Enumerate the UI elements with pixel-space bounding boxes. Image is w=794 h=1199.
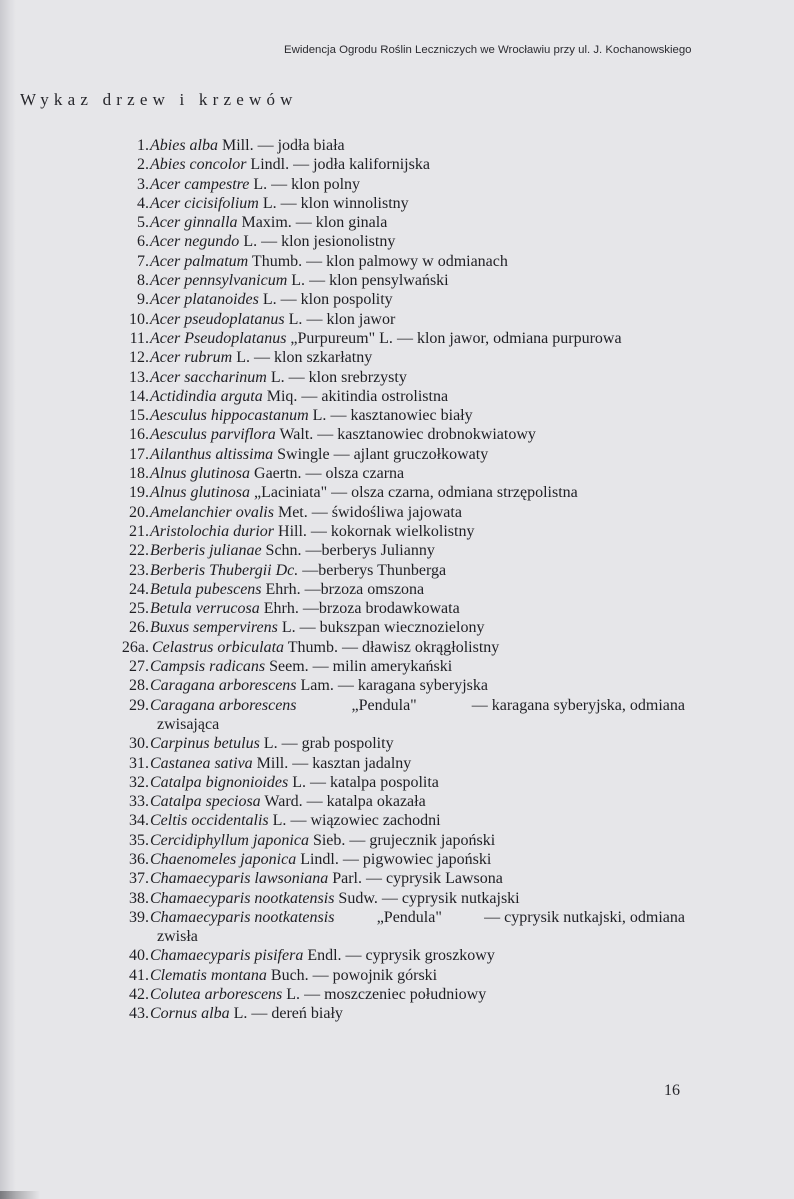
entry-number: 2.: [137, 156, 149, 174]
species-entry: [0, 213, 794, 232]
polish-name: —brzoza brodawkowata: [302, 600, 460, 618]
species-entry: [0, 175, 794, 194]
entry-text: [150, 985, 486, 1004]
entry-number: 25.: [129, 600, 149, 618]
entry-text: [150, 406, 473, 425]
polish-name: — moszczeniec południowy: [304, 986, 487, 1004]
latin-name: Chamaecyparis nootkatensis: [150, 889, 335, 907]
polish-name: — grujecznik japoński: [349, 831, 496, 849]
latin-name: Actidindia arguta: [150, 387, 263, 405]
latin-name: Catalpa bignonioides: [150, 773, 289, 791]
latin-name: Acer pseudoplatanus: [150, 310, 285, 328]
species-entry: [0, 561, 794, 580]
section-title: Wykaz drzew i krzewów: [20, 90, 298, 109]
entry-number: 10.: [129, 310, 149, 328]
species-entry: [0, 734, 794, 753]
species-entry: [0, 754, 794, 773]
polish-name: — klon jawor: [306, 310, 396, 328]
author-abbreviation: Swingle: [277, 445, 330, 463]
polish-name: — kasztanowiec drobnokwiatowy: [317, 426, 536, 444]
polish-name: — olsza czarna: [305, 465, 405, 483]
species-entry: [0, 483, 794, 502]
latin-name: Berberis julianae: [150, 542, 262, 560]
polish-name: — klon srebrzysty: [288, 368, 407, 386]
species-entry: [0, 889, 794, 908]
polish-name: —berberys Julianny: [305, 542, 435, 560]
latin-name: Berberis Thubergii Dc.: [150, 561, 299, 579]
author-abbreviation: L.: [292, 773, 307, 791]
polish-name: — karagana syberyjska: [337, 677, 489, 695]
polish-name: — jodła biała: [257, 137, 345, 154]
entry-number: 37.: [129, 870, 149, 888]
entry-text: [150, 696, 685, 715]
latin-name: Caragana arborescens: [150, 677, 297, 695]
entry-number: 8.: [137, 272, 149, 290]
author-abbreviation: L.: [243, 233, 258, 251]
author-abbreviation: L.: [286, 986, 301, 1004]
entry-number: 23.: [129, 561, 149, 579]
latin-name: Alnus glutinosa: [150, 484, 251, 502]
entry-text: [150, 811, 441, 830]
latin-name: Ailanthus altissima: [150, 445, 274, 463]
entry-number: 38.: [129, 889, 149, 907]
species-entry: [0, 155, 794, 174]
author-abbreviation: Seem.: [269, 658, 309, 676]
entry-text: [150, 734, 394, 753]
species-entry: [0, 773, 794, 792]
polish-name: — bukszpan wiecznozielony: [299, 619, 485, 637]
author-abbreviation: Walt.: [279, 426, 314, 444]
polish-name: — kokornak wielkolistny: [310, 522, 475, 540]
entry-text: [150, 271, 449, 290]
author-abbreviation: Ward.: [264, 793, 303, 811]
author-abbreviation: L.: [236, 349, 250, 367]
species-entry: [0, 387, 794, 406]
author-abbreviation: L.: [281, 619, 296, 637]
author-abbreviation: L.: [253, 175, 268, 193]
entry-text: [150, 387, 448, 406]
polish-name: — cyprysik nutkajski: [381, 889, 520, 907]
species-entry: [0, 869, 794, 888]
author-abbreviation: L.: [270, 368, 285, 386]
entry-text: [150, 503, 462, 522]
latin-name: Campsis radicans: [150, 658, 266, 676]
entry-text: [150, 425, 536, 444]
polish-name: —berberys Thunberga: [302, 561, 447, 579]
polish-name: — wiązowiec zachodni: [290, 812, 441, 830]
species-entry: [0, 696, 794, 715]
entry-number: 30.: [129, 735, 149, 753]
species-entry: [0, 985, 794, 1004]
entry-number: 24.: [129, 580, 149, 598]
page-corner-shadow: [0, 1191, 40, 1199]
entry-number: 4.: [137, 194, 149, 212]
author-abbreviation: Sieb.: [312, 831, 346, 849]
polish-name: — klon winnolistny: [280, 194, 409, 212]
latin-name: Aesculus hippocastanum: [150, 407, 309, 425]
entry-number: 15.: [129, 407, 149, 425]
polish-name: — cyprysik Lawsona: [366, 870, 503, 888]
species-entry: [0, 425, 794, 444]
polish-name: — katalpa pospolita: [310, 773, 439, 791]
author-abbreviation: Thumb.: [287, 638, 338, 656]
polish-name: — klon palmowy w odmianach: [306, 252, 508, 270]
entry-text: [150, 368, 407, 387]
author-abbreviation: Endl.: [307, 947, 342, 965]
entry-number: 43.: [129, 1005, 149, 1023]
entry-number: 26a.: [121, 638, 149, 656]
species-entry: [0, 406, 794, 425]
latin-name: Celtis occidentalis: [150, 812, 269, 830]
page-number: 16: [664, 1082, 680, 1099]
entry-number: 36.: [129, 850, 149, 868]
latin-name: Caragana arborescens: [150, 696, 297, 714]
latin-name: Acer palmatum: [150, 252, 249, 270]
species-entry: [0, 811, 794, 830]
latin-name: Carpinus betulus: [150, 735, 260, 753]
entry-number: 12.: [129, 349, 149, 367]
latin-name: Abies concolor: [150, 156, 247, 174]
entry-number: 32.: [129, 773, 149, 791]
species-entry: [0, 194, 794, 213]
entry-text: [150, 908, 685, 927]
author-abbreviation: „Pendula": [351, 696, 417, 714]
entry-text: [150, 541, 435, 560]
species-entry: [0, 946, 794, 965]
author-abbreviation: L.: [288, 310, 303, 328]
author-abbreviation: L.: [233, 1005, 248, 1023]
latin-name: Colutea arborescens: [150, 986, 283, 1004]
entry-text: [150, 889, 520, 908]
polish-name: — klon szkarłatny: [254, 349, 373, 367]
entry-text: [150, 657, 452, 676]
entry-number: 40.: [129, 947, 149, 965]
entry-text: [150, 676, 488, 695]
entry-text: [150, 966, 437, 985]
entry-text: [150, 310, 395, 329]
latin-name: Acer negundo: [150, 233, 240, 251]
entry-text: [150, 599, 460, 618]
species-entry: [0, 850, 794, 869]
species-entry: [0, 792, 794, 811]
polish-name: — karagana syberyjska, odmiana: [471, 696, 685, 714]
species-entry: [0, 310, 794, 329]
entry-number: 39.: [129, 908, 149, 926]
author-abbreviation: Mill.: [222, 137, 254, 154]
latin-name: Alnus glutinosa: [150, 465, 251, 483]
author-abbreviation: Ehrh.: [265, 580, 301, 598]
latin-name: Celastrus orbiculata: [152, 638, 285, 656]
latin-name: Betula verrucosa: [150, 600, 260, 618]
latin-name: Acer pennsylvanicum: [150, 272, 288, 290]
species-entry: [0, 464, 794, 483]
polish-name: — kasztan jadalny: [292, 754, 412, 772]
latin-name: Betula pubescens: [150, 580, 262, 598]
continuation-text: zwisająca: [157, 715, 220, 733]
entry-number: 34.: [129, 812, 149, 830]
author-abbreviation: Lam.: [300, 677, 334, 695]
author-abbreviation: L.: [272, 812, 287, 830]
latin-name: Cercidiphyllum japonica: [150, 831, 309, 849]
species-entry: [0, 908, 794, 927]
polish-name: —brzoza omszona: [304, 580, 425, 598]
author-abbreviation: Lindl.: [250, 156, 290, 174]
latin-name: Chamaecyparis nootkatensis: [150, 908, 335, 926]
author-abbreviation: Lindl.: [300, 850, 339, 868]
latin-name: Acer saccharinum: [150, 368, 267, 386]
entry-number: 21.: [129, 522, 149, 540]
species-entry: [0, 136, 794, 155]
species-entry: [0, 831, 794, 850]
latin-name: Aesculus parviflora: [150, 426, 276, 444]
entry-text: [150, 946, 495, 965]
latin-name: Aristolochia durior: [150, 522, 275, 540]
latin-name: Chaenomeles japonica: [150, 850, 297, 868]
entry-number: 6.: [137, 233, 149, 251]
polish-name: — klon polny: [271, 175, 361, 193]
polish-name: — grab pospolity: [281, 735, 394, 753]
latin-name: Clematis montana: [150, 966, 267, 984]
author-abbreviation: „Laciniata": [254, 484, 328, 502]
author-abbreviation: „Purpureum" L.: [290, 329, 393, 347]
entry-text: [152, 638, 499, 657]
entry-text: [150, 483, 578, 502]
entry-number: 3.: [137, 175, 149, 193]
polish-name: — ajlant gruczołkowaty: [333, 445, 489, 463]
polish-name: — akitindia ostrolistna: [301, 387, 449, 405]
species-entry: [0, 541, 794, 560]
continuation-text: zwisła: [157, 928, 198, 946]
latin-name: Catalpa speciosa: [150, 793, 261, 811]
latin-name: Acer campestre: [150, 175, 250, 193]
species-entry: [0, 503, 794, 522]
species-entry: [0, 966, 794, 985]
entry-text: [150, 522, 474, 541]
entry-number: 16.: [129, 426, 149, 444]
polish-name: — klon pensylwański: [309, 272, 449, 290]
latin-name: Chamaecyparis lawsoniana: [150, 870, 329, 888]
species-entry: [0, 368, 794, 387]
entry-number: 19.: [129, 484, 149, 502]
entry-number: 5.: [137, 214, 149, 232]
entry-number: 14.: [129, 387, 149, 405]
species-entry-continuation: [0, 715, 794, 734]
author-abbreviation: Maxim.: [241, 214, 292, 232]
author-abbreviation: L.: [262, 194, 277, 212]
species-list: [0, 136, 794, 1024]
entry-text: [150, 329, 622, 348]
entry-number: 26.: [129, 619, 149, 637]
species-entry: [0, 329, 794, 348]
polish-name: — pigwowiec japoński: [342, 850, 492, 868]
polish-name: — katalpa okazała: [306, 793, 426, 811]
entry-text: [150, 232, 395, 251]
author-abbreviation: Hill.: [278, 522, 307, 540]
author-abbreviation: Met.: [277, 503, 308, 521]
polish-name: — jodła kalifornijska: [293, 156, 430, 174]
latin-name: Acer Pseudoplatanus: [150, 329, 287, 347]
latin-name: Buxus sempervirens: [150, 619, 278, 637]
latin-name: Acer ginnalla: [150, 214, 238, 232]
author-abbreviation: Schn.: [265, 542, 302, 560]
author-abbreviation: Miq.: [266, 387, 298, 405]
species-entry: [0, 522, 794, 541]
species-entry: [0, 232, 794, 251]
author-abbreviation: L.: [291, 272, 306, 290]
entry-text: [150, 754, 411, 773]
entry-number: 1.: [137, 137, 149, 154]
entry-number: 9.: [137, 291, 149, 309]
entry-number: 11.: [129, 329, 149, 347]
polish-name: — klon jesionolistny: [261, 233, 396, 251]
latin-name: Castanea sativa: [150, 754, 253, 772]
polish-name: — powojnik górski: [312, 966, 438, 984]
species-entry: [0, 580, 794, 599]
polish-name: — kasztanowiec biały: [330, 407, 473, 425]
latin-name: Chamaecyparis pisifera: [150, 947, 304, 965]
author-abbreviation: Thumb.: [251, 252, 303, 270]
entry-number: 42.: [129, 986, 149, 1004]
polish-name: — milin amerykański: [312, 658, 453, 676]
entry-text: [150, 194, 409, 213]
species-entry-continuation: [0, 927, 794, 946]
species-entry: [0, 445, 794, 464]
entry-text: [150, 155, 430, 174]
species-entry: [0, 618, 794, 637]
entry-number: 31.: [129, 754, 149, 772]
entry-text: [150, 773, 439, 792]
entry-text: [150, 290, 393, 309]
entry-text: [150, 213, 387, 232]
author-abbreviation: Parl.: [332, 870, 362, 888]
entry-text: [150, 445, 488, 464]
entry-text: [150, 869, 503, 888]
polish-name: — cyprysik nutkajski, odmiana: [484, 908, 685, 926]
polish-name: — klon ginala: [295, 214, 388, 232]
entry-number: 7.: [137, 252, 149, 270]
latin-name: Acer rubrum: [150, 349, 233, 367]
polish-name: — klon jawor, odmiana purpurowa: [396, 329, 622, 347]
latin-name: Acer cicisifolium: [150, 194, 259, 212]
species-entry: [0, 348, 794, 367]
entry-text: [150, 850, 491, 869]
polish-name: — dławisz okrągłolistny: [341, 638, 500, 656]
entry-text: [150, 580, 424, 599]
entry-text: [150, 348, 372, 367]
species-entry: [0, 676, 794, 695]
polish-name: — olsza czarna, odmiana strzępolistna: [331, 484, 578, 502]
author-abbreviation: Buch.: [270, 966, 309, 984]
author-abbreviation: Mill.: [256, 754, 289, 772]
entry-number: 41.: [129, 966, 149, 984]
polish-name: — klon pospolity: [280, 291, 393, 309]
entry-number: 35.: [129, 831, 149, 849]
entry-number: 17.: [129, 445, 149, 463]
entry-text: [150, 831, 495, 850]
species-entry: [0, 638, 794, 657]
latin-name: Amelanchier ovalis: [150, 503, 274, 521]
polish-name: — cyprysik groszkowy: [345, 947, 495, 965]
latin-name: Acer platanoides: [150, 291, 259, 309]
species-entry: [0, 657, 794, 676]
entry-number: 13.: [129, 368, 149, 386]
entry-number: 28.: [129, 677, 149, 695]
species-entry: [0, 252, 794, 271]
latin-name: Abies alba: [150, 137, 218, 154]
author-abbreviation: Gaertn.: [254, 465, 302, 483]
entry-text: [150, 618, 484, 637]
entry-text: [150, 561, 446, 580]
species-entry: [0, 599, 794, 618]
entry-number: 18.: [129, 465, 149, 483]
entry-text: [150, 464, 404, 483]
entry-number: 33.: [129, 793, 149, 811]
entry-text: [150, 1004, 343, 1023]
polish-name: — świdośliwa jajowata: [311, 503, 462, 521]
author-abbreviation: L.: [312, 407, 327, 425]
author-abbreviation: „Pendula": [376, 908, 442, 926]
author-abbreviation: Sudw.: [338, 889, 378, 907]
running-header: Ewidencja Ogrodu Roślin Leczniczych we Wrocławiu przy ul. J. Kochanowskiego: [284, 44, 692, 56]
entry-text: [150, 252, 508, 271]
author-abbreviation: L.: [263, 735, 278, 753]
species-entry: [0, 1004, 794, 1023]
author-abbreviation: L.: [262, 291, 277, 309]
polish-name: — dereń biały: [251, 1005, 343, 1023]
entry-text: [150, 175, 360, 194]
latin-name: Cornus alba: [150, 1005, 230, 1023]
entry-number: 20.: [129, 503, 149, 521]
species-entry: [0, 271, 794, 290]
entry-number: 22.: [129, 542, 149, 560]
entry-text: [150, 792, 426, 811]
entry-number: 27.: [129, 658, 149, 676]
author-abbreviation: Ehrh.: [263, 600, 299, 618]
entry-number: 29.: [129, 696, 149, 714]
species-entry: [0, 290, 794, 309]
entry-text: [150, 136, 345, 155]
